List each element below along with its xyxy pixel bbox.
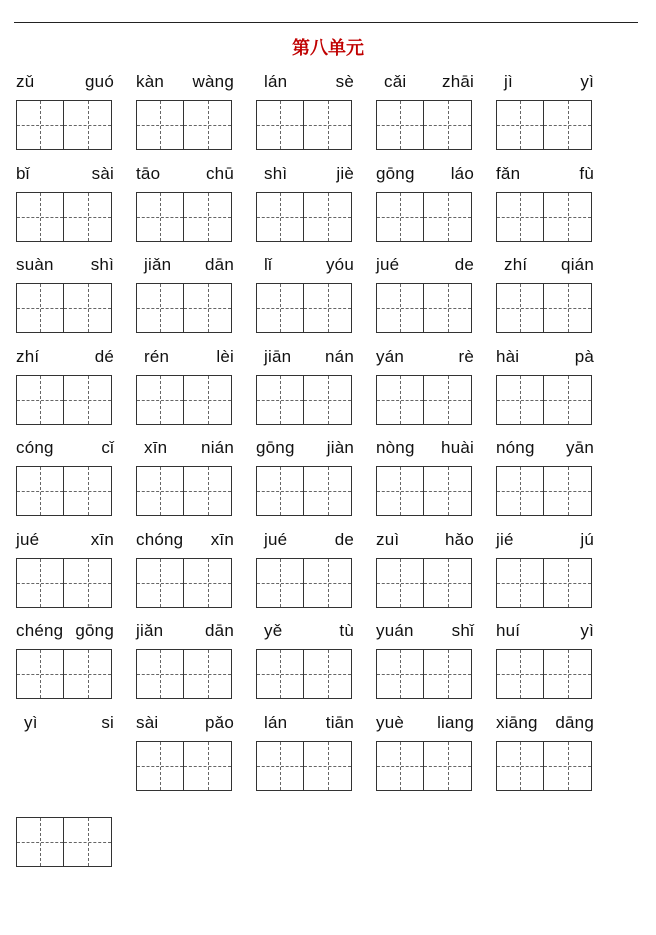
word-cell bbox=[16, 343, 136, 435]
writing-square[interactable] bbox=[136, 283, 184, 333]
word-cell bbox=[136, 68, 256, 160]
pinyin-label bbox=[136, 709, 234, 737]
word-cell bbox=[496, 617, 616, 709]
writing-square[interactable] bbox=[376, 466, 424, 516]
writing-square[interactable] bbox=[376, 741, 424, 791]
pinyin-syllable: gōng bbox=[256, 438, 295, 457]
pinyin-syllable: liang bbox=[437, 712, 474, 732]
top-rule bbox=[14, 22, 638, 23]
word-cell bbox=[256, 709, 376, 801]
writing-square[interactable] bbox=[304, 100, 352, 150]
writing-square[interactable] bbox=[184, 283, 232, 333]
pinyin-syllable: jiān bbox=[264, 346, 292, 366]
pinyin-syllable: fǎn bbox=[496, 163, 521, 183]
writing-square[interactable] bbox=[496, 649, 544, 699]
writing-box[interactable] bbox=[376, 741, 472, 791]
pinyin-label bbox=[24, 709, 114, 737]
writing-box[interactable] bbox=[16, 558, 112, 608]
pinyin-syllable: pà bbox=[574, 346, 594, 366]
pinyin-syllable: sài bbox=[91, 163, 114, 183]
writing-square[interactable] bbox=[544, 741, 592, 791]
pinyin-syllable: jué bbox=[376, 255, 400, 274]
writing-box[interactable] bbox=[376, 466, 472, 516]
pinyin-syllable: jué bbox=[264, 529, 288, 549]
writing-square[interactable] bbox=[424, 649, 472, 699]
pinyin-grid bbox=[16, 68, 616, 800]
pinyin-syllable: yì bbox=[580, 621, 594, 640]
writing-square[interactable] bbox=[136, 558, 184, 608]
writing-square[interactable] bbox=[64, 817, 112, 867]
writing-square[interactable] bbox=[424, 466, 472, 516]
pinyin-syllable: xiāng bbox=[496, 712, 538, 732]
writing-square[interactable] bbox=[16, 817, 64, 867]
word-row bbox=[16, 709, 616, 801]
pinyin-syllable: lèi bbox=[216, 346, 234, 366]
pinyin-syllable: tù bbox=[339, 621, 354, 640]
writing-box-extra[interactable] bbox=[16, 817, 112, 867]
pinyin-syllable: yì bbox=[24, 712, 38, 732]
writing-square[interactable] bbox=[184, 649, 232, 699]
pinyin-syllable: chū bbox=[205, 163, 234, 183]
pinyin-label bbox=[376, 160, 474, 188]
writing-box[interactable] bbox=[16, 375, 112, 425]
writing-square[interactable] bbox=[136, 192, 184, 242]
writing-box[interactable] bbox=[136, 283, 232, 333]
pinyin-syllable: shì bbox=[264, 163, 288, 183]
pinyin-syllable: yān bbox=[565, 438, 594, 457]
pinyin-label bbox=[256, 434, 354, 462]
word-cell bbox=[256, 68, 376, 160]
pinyin-syllable: xīn bbox=[144, 438, 168, 457]
pinyin-label bbox=[144, 251, 234, 279]
pinyin-label bbox=[264, 68, 354, 96]
pinyin-label bbox=[16, 251, 114, 279]
pinyin-syllable: cóng bbox=[16, 438, 54, 457]
writing-square[interactable] bbox=[376, 649, 424, 699]
writing-box[interactable] bbox=[136, 375, 232, 425]
pinyin-syllable: rè bbox=[458, 346, 474, 366]
writing-box[interactable] bbox=[256, 192, 352, 242]
writing-box[interactable] bbox=[136, 100, 232, 150]
word-cell bbox=[376, 68, 496, 160]
word-cell bbox=[496, 68, 616, 160]
word-cell bbox=[16, 617, 136, 709]
word-cell bbox=[256, 343, 376, 435]
writing-square[interactable] bbox=[544, 466, 592, 516]
pinyin-syllable: zhí bbox=[16, 346, 40, 366]
word-cell bbox=[136, 526, 256, 618]
word-cell bbox=[496, 709, 616, 801]
writing-square[interactable] bbox=[256, 649, 304, 699]
writing-square[interactable] bbox=[544, 283, 592, 333]
pinyin-label bbox=[264, 343, 354, 371]
word-cell bbox=[136, 160, 256, 252]
writing-square[interactable] bbox=[304, 558, 352, 608]
pinyin-label bbox=[264, 617, 354, 645]
word-row bbox=[16, 526, 616, 618]
writing-box[interactable] bbox=[496, 741, 592, 791]
writing-square[interactable] bbox=[304, 192, 352, 242]
writing-square[interactable] bbox=[184, 558, 232, 608]
writing-square[interactable] bbox=[304, 375, 352, 425]
writing-square[interactable] bbox=[136, 466, 184, 516]
writing-square[interactable] bbox=[304, 466, 352, 516]
writing-box[interactable] bbox=[376, 283, 472, 333]
word-cell bbox=[136, 343, 256, 435]
writing-square[interactable] bbox=[424, 558, 472, 608]
pinyin-syllable: xīn bbox=[90, 529, 114, 549]
word-cell bbox=[376, 160, 496, 252]
word-cell bbox=[496, 434, 616, 526]
writing-square[interactable] bbox=[64, 375, 112, 425]
writing-box[interactable] bbox=[256, 283, 352, 333]
pinyin-syllable: cǐ bbox=[101, 438, 114, 457]
pinyin-syllable: chéng bbox=[16, 621, 64, 640]
writing-box[interactable] bbox=[376, 100, 472, 150]
pinyin-syllable: gōng bbox=[75, 621, 114, 640]
pinyin-syllable: cǎi bbox=[384, 72, 407, 91]
writing-square[interactable] bbox=[304, 283, 352, 333]
pinyin-label bbox=[496, 709, 594, 737]
word-cell bbox=[136, 251, 256, 343]
pinyin-syllable: yě bbox=[264, 621, 283, 640]
writing-square[interactable] bbox=[184, 375, 232, 425]
writing-box[interactable] bbox=[256, 100, 352, 150]
word-cell bbox=[256, 617, 376, 709]
writing-box[interactable] bbox=[496, 100, 592, 150]
writing-square[interactable] bbox=[256, 100, 304, 150]
writing-square[interactable] bbox=[376, 375, 424, 425]
writing-square[interactable] bbox=[496, 192, 544, 242]
writing-square[interactable] bbox=[376, 192, 424, 242]
pinyin-label bbox=[16, 343, 114, 371]
word-row bbox=[16, 434, 616, 526]
writing-square[interactable] bbox=[184, 466, 232, 516]
pinyin-syllable: pǎo bbox=[205, 712, 234, 732]
pinyin-syllable: nán bbox=[325, 346, 354, 366]
pinyin-syllable: lǐ bbox=[264, 255, 272, 274]
pinyin-label bbox=[136, 160, 234, 188]
word-cell bbox=[16, 526, 136, 618]
word-cell bbox=[496, 160, 616, 252]
pinyin-label bbox=[136, 617, 234, 645]
writing-square[interactable] bbox=[496, 100, 544, 150]
pinyin-syllable: lán bbox=[264, 72, 288, 91]
writing-box[interactable] bbox=[376, 192, 472, 242]
writing-square[interactable] bbox=[496, 375, 544, 425]
writing-square[interactable] bbox=[424, 192, 472, 242]
pinyin-label bbox=[16, 526, 114, 554]
pinyin-label bbox=[384, 68, 474, 96]
writing-box[interactable] bbox=[256, 649, 352, 699]
pinyin-syllable: yì bbox=[580, 72, 594, 91]
writing-box[interactable] bbox=[256, 741, 352, 791]
word-cell bbox=[376, 617, 496, 709]
writing-square[interactable] bbox=[64, 558, 112, 608]
pinyin-syllable: dān bbox=[205, 621, 234, 640]
pinyin-syllable: sài bbox=[136, 712, 159, 732]
pinyin-label bbox=[264, 251, 354, 279]
pinyin-label bbox=[264, 709, 354, 737]
pinyin-syllable: yuán bbox=[376, 621, 414, 640]
writing-square[interactable] bbox=[424, 375, 472, 425]
writing-square[interactable] bbox=[256, 466, 304, 516]
pinyin-syllable: chóng bbox=[136, 529, 184, 549]
word-cell bbox=[256, 526, 376, 618]
pinyin-syllable: dān bbox=[205, 255, 234, 274]
pinyin-syllable: bǐ bbox=[16, 163, 30, 183]
writing-square[interactable] bbox=[496, 283, 544, 333]
pinyin-label bbox=[496, 343, 594, 371]
pinyin-label bbox=[264, 526, 354, 554]
pinyin-syllable: yán bbox=[376, 346, 405, 366]
writing-box[interactable] bbox=[16, 283, 112, 333]
writing-square[interactable] bbox=[136, 649, 184, 699]
word-row bbox=[16, 160, 616, 252]
writing-square[interactable] bbox=[544, 558, 592, 608]
word-cell bbox=[136, 709, 256, 801]
writing-square[interactable] bbox=[136, 375, 184, 425]
pinyin-syllable: jié bbox=[496, 529, 514, 549]
pinyin-syllable: shǐ bbox=[451, 621, 474, 640]
pinyin-label bbox=[16, 617, 114, 645]
writing-square[interactable] bbox=[64, 649, 112, 699]
pinyin-syllable: rén bbox=[144, 346, 170, 366]
pinyin-syllable: zuì bbox=[376, 529, 400, 549]
pinyin-label bbox=[504, 68, 594, 96]
word-cell bbox=[256, 434, 376, 526]
writing-square[interactable] bbox=[16, 100, 64, 150]
writing-square[interactable] bbox=[376, 558, 424, 608]
writing-square[interactable] bbox=[184, 741, 232, 791]
writing-box[interactable] bbox=[136, 741, 232, 791]
pinyin-label bbox=[136, 526, 234, 554]
pinyin-syllable: huí bbox=[496, 621, 521, 640]
pinyin-syllable: qián bbox=[561, 255, 594, 274]
word-cell bbox=[16, 251, 136, 343]
writing-square[interactable] bbox=[64, 283, 112, 333]
word-cell bbox=[16, 709, 136, 801]
word-cell bbox=[376, 251, 496, 343]
word-cell bbox=[136, 434, 256, 526]
pinyin-syllable: jiǎn bbox=[136, 621, 164, 640]
word-row bbox=[16, 68, 616, 160]
word-row bbox=[16, 343, 616, 435]
pinyin-syllable: de bbox=[334, 529, 354, 549]
pinyin-syllable: láo bbox=[450, 163, 474, 183]
word-cell bbox=[496, 526, 616, 618]
pinyin-label bbox=[504, 251, 594, 279]
writing-square[interactable] bbox=[136, 100, 184, 150]
word-row bbox=[16, 251, 616, 343]
pinyin-syllable: gōng bbox=[376, 163, 415, 183]
pinyin-syllable: hài bbox=[496, 346, 520, 366]
pinyin-syllable: dé bbox=[94, 346, 114, 366]
word-cell bbox=[136, 617, 256, 709]
pinyin-syllable: tāo bbox=[136, 163, 161, 183]
writing-square[interactable] bbox=[496, 466, 544, 516]
pinyin-syllable: yóu bbox=[325, 255, 354, 274]
writing-square[interactable] bbox=[184, 100, 232, 150]
pinyin-label bbox=[496, 160, 594, 188]
word-cell bbox=[496, 251, 616, 343]
writing-square[interactable] bbox=[64, 100, 112, 150]
pinyin-syllable: wàng bbox=[192, 72, 234, 91]
pinyin-syllable: de bbox=[454, 255, 474, 274]
writing-square[interactable] bbox=[16, 283, 64, 333]
writing-box[interactable] bbox=[16, 649, 112, 699]
writing-box[interactable] bbox=[256, 466, 352, 516]
pinyin-label bbox=[496, 526, 594, 554]
writing-box[interactable] bbox=[136, 192, 232, 242]
pinyin-label bbox=[144, 343, 234, 371]
pinyin-syllable: jiè bbox=[336, 163, 354, 183]
word-cell bbox=[16, 160, 136, 252]
pinyin-syllable: jiǎn bbox=[144, 255, 172, 274]
pinyin-label bbox=[376, 617, 474, 645]
pinyin-label bbox=[376, 709, 474, 737]
writing-square[interactable] bbox=[544, 649, 592, 699]
word-cell bbox=[376, 709, 496, 801]
writing-square[interactable] bbox=[16, 558, 64, 608]
word-cell bbox=[256, 251, 376, 343]
pinyin-syllable: yuè bbox=[376, 712, 405, 732]
writing-box[interactable] bbox=[496, 558, 592, 608]
pinyin-syllable: zhí bbox=[504, 255, 528, 274]
writing-box[interactable] bbox=[496, 192, 592, 242]
pinyin-syllable: hǎo bbox=[445, 529, 474, 549]
pinyin-syllable: sè bbox=[335, 72, 354, 91]
pinyin-syllable: huài bbox=[441, 438, 474, 457]
pinyin-syllable: lán bbox=[264, 712, 288, 732]
writing-square[interactable] bbox=[64, 466, 112, 516]
pinyin-label bbox=[144, 434, 234, 462]
writing-box[interactable] bbox=[496, 283, 592, 333]
writing-square[interactable] bbox=[256, 192, 304, 242]
pinyin-label bbox=[376, 343, 474, 371]
pinyin-syllable: xīn bbox=[210, 529, 234, 549]
pinyin-label bbox=[16, 160, 114, 188]
writing-box[interactable] bbox=[376, 375, 472, 425]
writing-box[interactable] bbox=[16, 100, 112, 150]
pinyin-label bbox=[376, 251, 474, 279]
pinyin-label bbox=[376, 526, 474, 554]
word-cell bbox=[16, 434, 136, 526]
pinyin-syllable: zhāi bbox=[442, 72, 474, 91]
writing-square[interactable] bbox=[304, 649, 352, 699]
writing-box[interactable] bbox=[136, 466, 232, 516]
writing-box[interactable] bbox=[496, 375, 592, 425]
pinyin-label bbox=[16, 434, 114, 462]
writing-box[interactable] bbox=[376, 558, 472, 608]
writing-box[interactable] bbox=[136, 558, 232, 608]
writing-square[interactable] bbox=[16, 192, 64, 242]
pinyin-label bbox=[16, 68, 114, 96]
pinyin-syllable: dāng bbox=[555, 712, 594, 732]
pinyin-syllable: kàn bbox=[136, 72, 165, 91]
pinyin-syllable: tiān bbox=[325, 712, 354, 732]
writing-box[interactable] bbox=[136, 649, 232, 699]
writing-square[interactable] bbox=[424, 283, 472, 333]
pinyin-syllable: nòng bbox=[376, 438, 415, 457]
writing-square[interactable] bbox=[544, 100, 592, 150]
writing-box[interactable] bbox=[496, 649, 592, 699]
pinyin-syllable: guó bbox=[85, 72, 114, 91]
pinyin-label bbox=[376, 434, 474, 462]
word-cell bbox=[376, 526, 496, 618]
pinyin-syllable: fù bbox=[579, 163, 594, 183]
writing-square[interactable] bbox=[184, 192, 232, 242]
writing-square[interactable] bbox=[256, 375, 304, 425]
pinyin-label bbox=[496, 434, 594, 462]
writing-square[interactable] bbox=[16, 375, 64, 425]
pinyin-syllable: jiàn bbox=[326, 438, 354, 457]
pinyin-label bbox=[496, 617, 594, 645]
pinyin-syllable: zǔ bbox=[16, 72, 35, 91]
writing-square[interactable] bbox=[376, 283, 424, 333]
pinyin-syllable: nián bbox=[201, 438, 234, 457]
word-cell bbox=[376, 434, 496, 526]
writing-square[interactable] bbox=[64, 192, 112, 242]
word-cell bbox=[376, 343, 496, 435]
writing-square[interactable] bbox=[376, 100, 424, 150]
writing-box[interactable] bbox=[16, 192, 112, 242]
writing-square[interactable] bbox=[544, 375, 592, 425]
pinyin-syllable: jué bbox=[16, 529, 40, 549]
writing-square[interactable] bbox=[256, 558, 304, 608]
word-cell bbox=[256, 160, 376, 252]
writing-square[interactable] bbox=[424, 100, 472, 150]
pinyin-syllable: shì bbox=[90, 255, 114, 274]
pinyin-label bbox=[264, 160, 354, 188]
word-cell bbox=[16, 68, 136, 160]
word-row bbox=[16, 617, 616, 709]
writing-box[interactable] bbox=[376, 649, 472, 699]
pinyin-label bbox=[136, 68, 234, 96]
writing-square[interactable] bbox=[496, 558, 544, 608]
pinyin-syllable: si bbox=[101, 712, 114, 732]
pinyin-syllable: suàn bbox=[16, 255, 54, 274]
pinyin-syllable: jì bbox=[504, 72, 513, 91]
pinyin-syllable: nóng bbox=[496, 438, 535, 457]
writing-box[interactable] bbox=[256, 375, 352, 425]
writing-square[interactable] bbox=[16, 466, 64, 516]
writing-box[interactable] bbox=[496, 466, 592, 516]
writing-square[interactable] bbox=[424, 741, 472, 791]
writing-square[interactable] bbox=[256, 283, 304, 333]
pinyin-syllable: jú bbox=[580, 529, 594, 549]
writing-square[interactable] bbox=[544, 192, 592, 242]
page-title: 第八单元 bbox=[292, 38, 364, 59]
writing-square[interactable] bbox=[136, 741, 184, 791]
word-cell bbox=[496, 343, 616, 435]
writing-square[interactable] bbox=[16, 649, 64, 699]
writing-square[interactable] bbox=[256, 741, 304, 791]
writing-box[interactable] bbox=[16, 466, 112, 516]
writing-square[interactable] bbox=[496, 741, 544, 791]
writing-square[interactable] bbox=[304, 741, 352, 791]
writing-box[interactable] bbox=[256, 558, 352, 608]
